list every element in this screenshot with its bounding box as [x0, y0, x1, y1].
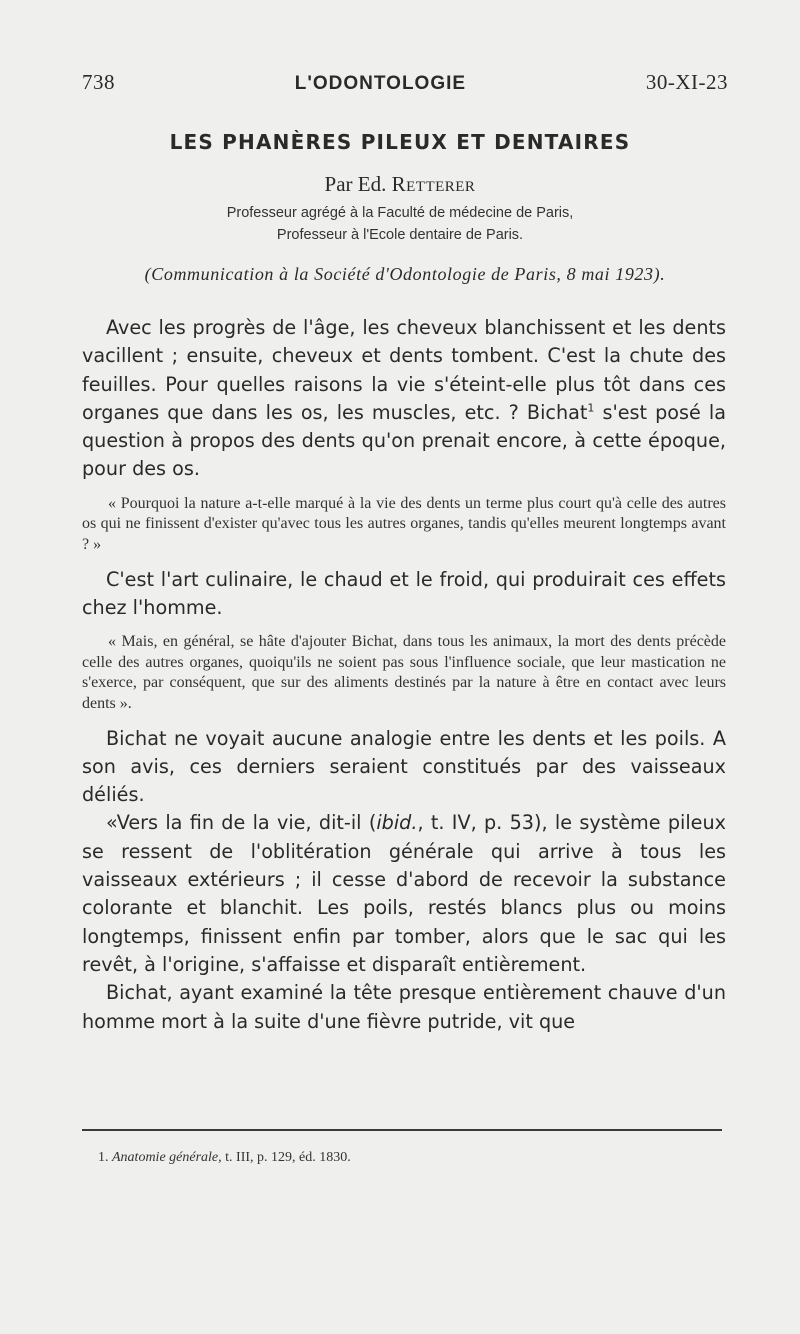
footnote-number: 1. [98, 1150, 109, 1165]
footnote [98, 1150, 351, 1166]
author-name: Retterer [391, 172, 476, 196]
quote-1: « Pourquoi la nature a-t-elle marqué à la vie des dents un terme plus court qu'à celle des autres os qui ne finissent d'exister qu'avec tous les autres organes, tandis qu'elles meurent longtemps avant ? » [82, 494, 726, 553]
footnote-work-title: Anatomie générale, [112, 1150, 222, 1165]
journal-title: L'ODONTOLOGIE [294, 73, 467, 94]
article-title: LES PHANÈRES PILEUX ET DENTAIRES [169, 130, 631, 154]
quote-2: « Mais, en général, se hâte d'ajouter Bichat, dans tous les animaux, la mort des dents précède celle des autres organes, quoiqu'ils ne soient pas sous l'influence sociale, que leur mastication ne s'exerce, par conséquent, que sur des aliments destinés par la nature à être en contact avec leurs dents ». [82, 633, 726, 712]
paragraph-1b-text: s'est posé la question à propos des dents qu'on prenait encore, à cette époque, pour des os. [82, 400, 726, 481]
footnote-divider [82, 1129, 722, 1131]
paragraph-1-text: Avec les progrès de l'âge, les cheveux blanchissent et les dents vacillent ; ensuite, cheveux et dents tombent. C'est la chute des feuilles. Pour quelles raisons la vie s'éteint-elle plus tôt dans ces organes que dans les os, les muscles, etc. ? [82, 316, 726, 424]
communication-note: (Communication à la Société d'Odontologie de Paris, 8 mai 1923). [144, 264, 666, 284]
byline-prefix: Par Ed. [324, 172, 387, 196]
paragraph-4 [82, 809, 726, 979]
issue-date: 30-XI-23 [645, 70, 728, 94]
paragraph-5: Bichat, ayant examiné la tête presque entièrement chauve d'un homme mort à la suite d'une fièvre putride, vit que [82, 981, 726, 1033]
bichat-name: Bichat [526, 400, 588, 424]
affiliation-line-2: Professeur à l'Ecole dentaire de Paris. [276, 227, 524, 243]
running-header [82, 70, 728, 100]
paragraph-4-lead: «Vers la fin de la vie, dit-il ( [106, 811, 377, 835]
footnote-ref: 1 [587, 401, 595, 415]
page-number: 738 [82, 70, 115, 94]
paragraph-2: C'est l'art culinaire, le chaud et le froid, qui produirait ces effets chez l'homme. [82, 567, 726, 619]
footnote-details: t. III, p. 129, éd. 1830. [221, 1150, 351, 1165]
article-body [82, 314, 726, 1036]
affiliation-line-1: Professeur agrégé à la Faculté de médecine de Paris, [226, 205, 574, 221]
paragraph-1 [82, 314, 726, 484]
paragraph-4-text: , t. IV, p. 53), le système pileux se ressent de l'oblitération générale qui arrive à tous les vaisseaux extérieurs ; il cesse d'abord de recevoir la substance colorante et blanchit. Les poils, restés blancs plus ou moins longtemps, finissent enfin par tomber, alors que le sac qui les revêt, à l'origine, s'affaisse et disparaît entièrement. [82, 811, 726, 976]
ibid-reference: ibid. [376, 811, 418, 835]
paragraph-3: Bichat ne voyait aucune analogie entre les dents et les poils. A son avis, ces derniers seraient constitués par des vaisseaux déliés. [82, 726, 726, 807]
byline [0, 172, 800, 197]
